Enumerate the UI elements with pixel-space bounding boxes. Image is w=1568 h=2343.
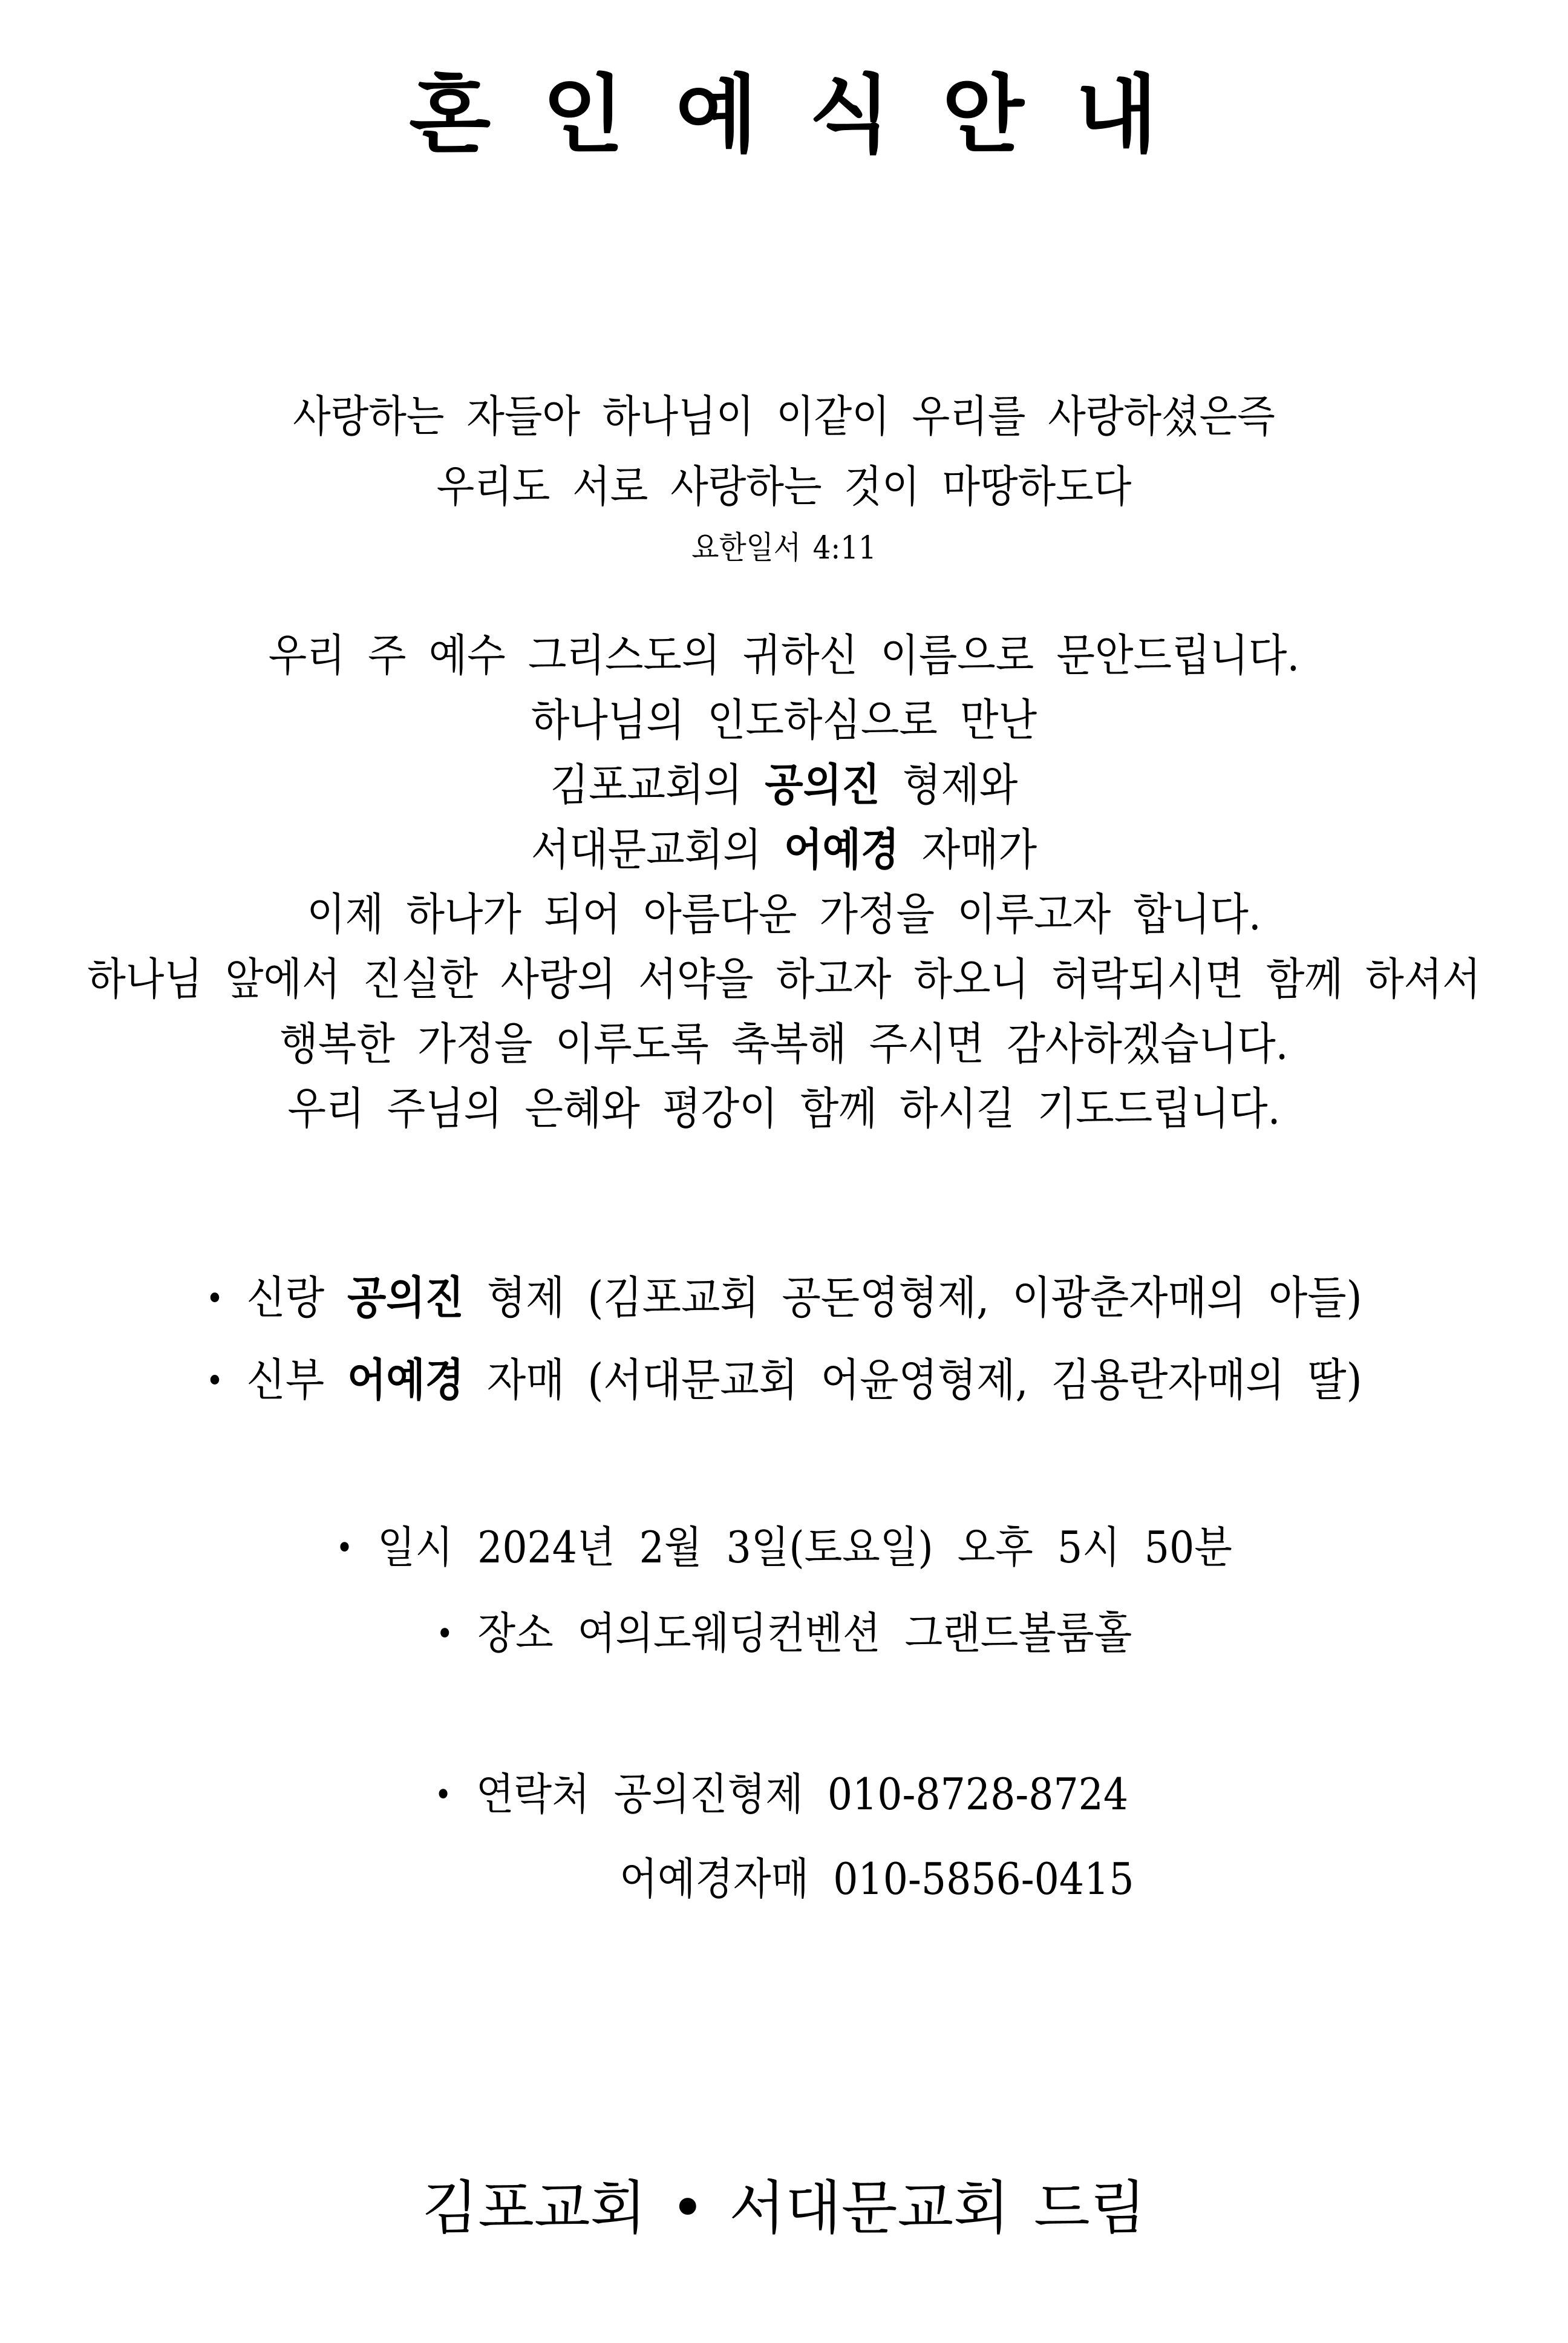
contact-groom-line (434, 1770, 1134, 1820)
bride-title: 자매 (486, 1354, 565, 1407)
contact-bride-line (434, 1855, 1134, 1903)
contact-groom-phone: 010-8728-8724 (827, 1769, 1128, 1820)
groom-title: 형제 (486, 1272, 565, 1324)
greeting-bride-suffix: 자매가 (921, 824, 1037, 876)
groom-label: 신랑 (246, 1272, 325, 1324)
bride-line (206, 1356, 1362, 1405)
verse-line-2: 우리도 서로 사랑하는 것이 마땅하도다 (436, 461, 1132, 512)
datetime-label: 일시 (377, 1522, 454, 1573)
page-title: 혼 인 예 식 안 내 (409, 65, 1159, 165)
venue-line (79, 1609, 1490, 1659)
greeting-line-1: 우리 주 예수 그리스도의 귀하신 이름으로 문안드립니다. (268, 630, 1300, 681)
venue-value: 여의도웨딩컨벤션 그랜드볼룸홀 (577, 1607, 1132, 1659)
couple-list-inner (206, 1274, 1362, 1406)
greeting-paragraph (79, 623, 1490, 1141)
greeting-line-8: 우리 주님의 은혜와 평강이 함께 하시길 기도드립니다. (287, 1083, 1281, 1135)
footer-signature: 김포교회 • 서대문교회 드림 (422, 2174, 1146, 2242)
greeting-bride-line (79, 818, 1490, 882)
contact-groom-name: 공의진형제 (613, 1769, 803, 1820)
bullet-icon: • (436, 1614, 454, 1653)
greeting-line-5: 이제 하나가 되어 아름다운 가정을 이루고자 합니다. (307, 889, 1261, 940)
groom-name: 공의진 (347, 1272, 465, 1324)
contact-label: 연락처 (475, 1769, 590, 1820)
greeting-bride-prefix: 서대문교회의 (531, 824, 762, 876)
bride-label: 신부 (246, 1354, 325, 1407)
bullet-icon: • (336, 1529, 353, 1567)
couple-list (0, 1274, 1568, 1406)
groom-line (206, 1274, 1362, 1323)
bride-parents: (서대문교회 어윤영형제, 김용란자매의 딸) (587, 1354, 1362, 1407)
datetime-value: 2024년 2월 3일(토요일) 오후 5시 50분 (477, 1522, 1232, 1573)
contact-bride-name: 어예경자매 (619, 1853, 809, 1904)
greeting-groom-line (79, 753, 1490, 818)
verse-reference: 요한일서 4:11 (691, 530, 877, 566)
bullet-icon: • (206, 1279, 224, 1319)
greeting-line-7: 행복한 가정을 이루도록 축복해 주시면 감사하겠습니다. (279, 1018, 1289, 1070)
bible-verse (79, 381, 1490, 566)
groom-name: 공의진 (765, 759, 880, 811)
bullet-icon: • (206, 1361, 224, 1401)
event-details (0, 1523, 1568, 1658)
venue-label: 장소 (477, 1607, 554, 1659)
bride-name: 어예경 (347, 1354, 465, 1407)
bride-name: 어예경 (783, 824, 900, 876)
verse-line-1: 사랑하는 자들아 하나님이 이같이 우리를 사랑하셨은즉 (293, 391, 1275, 442)
contact-inner (434, 1770, 1134, 1903)
contact-details (0, 1770, 1568, 1903)
greeting-line-2: 하나님의 인도하심으로 만난 (531, 695, 1037, 746)
datetime-line (79, 1523, 1490, 1573)
bullet-icon: • (434, 1775, 452, 1814)
greeting-groom-suffix: 형제와 (902, 759, 1018, 811)
greeting-groom-prefix: 김포교회의 (550, 759, 742, 811)
contact-bride-phone: 010-5856-0415 (832, 1853, 1134, 1904)
groom-parents: (김포교회 공돈영형제, 이광춘자매의 아들) (587, 1272, 1362, 1324)
greeting-line-6: 하나님 앞에서 진실한 사랑의 서약을 하고자 하오니 허락되시면 함께 하셔서 (87, 954, 1481, 1005)
